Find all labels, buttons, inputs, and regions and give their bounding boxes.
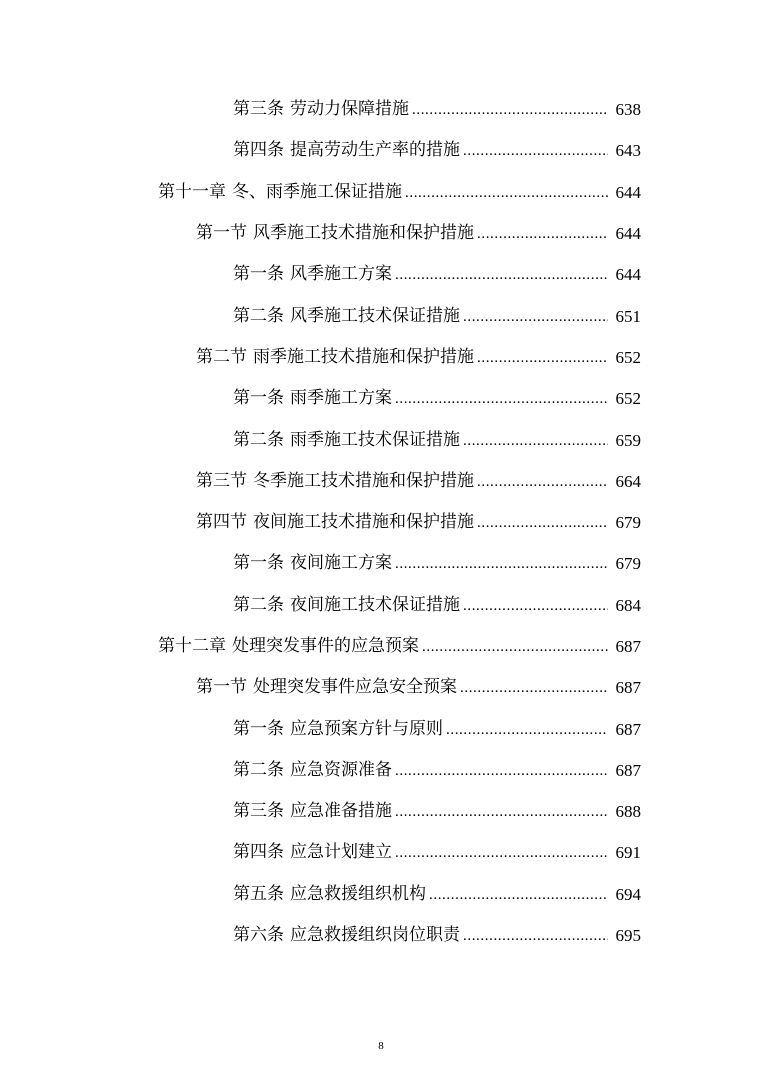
- toc-entry-number: 第十一章: [158, 181, 226, 202]
- toc-entry-number: 第一条: [233, 718, 284, 739]
- toc-entry-text: 夜间施工方案: [290, 553, 392, 574]
- toc-entry-text: 应急计划建立: [290, 842, 392, 863]
- toc-entry-text: 风季施工技术措施和保护措施: [253, 223, 474, 244]
- toc-entry-number: 第一节: [196, 677, 247, 698]
- toc-entry-page: 684: [615, 595, 641, 615]
- toc-entry[interactable]: [0, 130, 762, 171]
- toc-entry-page: 687: [615, 678, 641, 698]
- toc-entry-title: [233, 101, 409, 118]
- toc-entry-page: 638: [615, 100, 641, 120]
- toc-entry-text: 应急救援组织岗位职责: [290, 925, 460, 946]
- toc-leader-dots: [463, 308, 608, 325]
- toc-entry-page: 644: [615, 265, 641, 285]
- toc-entry-number: 第一节: [196, 223, 247, 244]
- toc-entry[interactable]: [0, 295, 762, 336]
- toc-leader-dots: [463, 597, 608, 614]
- toc-entry-number: 第一条: [233, 553, 284, 574]
- toc-entry[interactable]: [0, 378, 762, 419]
- toc-entry-text: 处理突发事件的应急预案: [232, 636, 419, 656]
- toc-entry-title: [196, 225, 474, 242]
- toc-entry[interactable]: [0, 419, 762, 460]
- toc-entry-title: [233, 883, 426, 904]
- toc-entry-number: 第一条: [233, 264, 284, 285]
- toc-entry-title: [233, 718, 443, 739]
- toc-entry-text: 雨季施工技术保证措施: [290, 429, 460, 450]
- toc-entry-title: [158, 181, 402, 202]
- toc-entry-page: 687: [615, 760, 641, 780]
- toc-entry-number: 第二条: [233, 305, 284, 326]
- toc-entry[interactable]: [0, 750, 762, 791]
- toc-entry-text: 冬季施工技术措施和保护措施: [253, 470, 474, 491]
- toc-leader-dots: [395, 762, 608, 779]
- toc-leader-dots: [395, 803, 608, 820]
- page-number: 8: [378, 1040, 384, 1052]
- toc-entry-number: 第一条: [233, 388, 284, 409]
- toc-entry-title: [233, 803, 392, 820]
- toc-entry-title: [196, 346, 474, 367]
- toc-entry-page: 694: [615, 884, 641, 904]
- toc-entry-text: 应急救援组织机构: [290, 883, 426, 904]
- toc-entry[interactable]: [0, 915, 762, 956]
- toc-entry-number: 第二条: [233, 759, 284, 780]
- toc-leader-dots: [477, 473, 608, 490]
- toc-entry-page: 679: [615, 513, 641, 533]
- toc-entry-number: 第四条: [233, 140, 284, 161]
- toc-entry[interactable]: [0, 791, 762, 832]
- toc-entry-number: 第三条: [233, 801, 284, 822]
- toc-entry-title: [233, 266, 392, 283]
- toc-entry-title: [233, 594, 460, 615]
- toc-entry-page: 644: [615, 182, 641, 202]
- toc-entry-page: 659: [615, 430, 641, 450]
- toc-entry[interactable]: [0, 461, 762, 502]
- toc-entry-text: 雨季施工技术措施和保护措施: [253, 346, 474, 367]
- toc-entry-page: 695: [615, 926, 641, 946]
- toc-entry-title: [196, 679, 457, 696]
- toc-entry-text: 风季施工技术保证措施: [290, 305, 460, 326]
- toc-entry-title: [233, 759, 392, 780]
- toc-entry-number: 第二条: [233, 429, 284, 450]
- toc-entry[interactable]: [0, 585, 762, 626]
- toc-entry-text: 冬、雨季施工保证措施: [232, 181, 402, 202]
- toc-entry[interactable]: [0, 708, 762, 749]
- toc-leader-dots: [395, 844, 608, 861]
- toc-leader-dots: [463, 142, 608, 159]
- toc-entry[interactable]: [0, 89, 762, 130]
- toc-entry-text: 雨季施工方案: [290, 388, 392, 409]
- toc-entry[interactable]: [0, 543, 762, 584]
- toc-entry-page: 664: [615, 471, 641, 491]
- toc-leader-dots: [463, 432, 608, 449]
- toc-entry[interactable]: [0, 254, 762, 295]
- toc-entry-page: 652: [615, 389, 641, 409]
- toc-entry-title: [196, 470, 474, 491]
- toc-leader-dots: [477, 349, 608, 366]
- toc-entry-text: 应急准备措施: [290, 801, 392, 822]
- toc-entry-number: 第四条: [233, 842, 284, 863]
- toc-leader-dots: [463, 927, 608, 944]
- toc-entry-title: [233, 429, 460, 450]
- toc-entry-number: 第三条: [233, 99, 284, 120]
- toc-entry-title: [233, 927, 460, 944]
- toc-entry-number: 第四节: [196, 512, 247, 533]
- toc-entry-text: 夜间施工技术措施和保护措施: [253, 512, 474, 533]
- toc-leader-dots: [395, 555, 608, 572]
- toc-entry-page: 687: [615, 637, 641, 656]
- toc-entry-title: [233, 390, 392, 407]
- toc-entry-title: [233, 142, 460, 159]
- toc-entry-text: 应急资源准备: [290, 759, 392, 780]
- toc-leader-dots: [446, 721, 608, 738]
- toc-leader-dots: [412, 101, 608, 118]
- toc-leader-dots: [429, 886, 608, 903]
- toc-leader-dots: [477, 225, 608, 242]
- toc-entry[interactable]: [0, 337, 762, 378]
- toc-entry-number: 第二节: [196, 346, 247, 367]
- toc-entry-title: [158, 638, 419, 655]
- toc-entry-number: 第二条: [233, 594, 284, 615]
- toc-leader-dots: [395, 390, 608, 407]
- toc-entry-page: 679: [615, 554, 641, 574]
- toc-entry[interactable]: [0, 626, 762, 667]
- toc-entry-title: [233, 555, 392, 572]
- toc-entry-page: 644: [615, 224, 641, 244]
- toc-entry-text: 应急预案方针与原则: [290, 718, 443, 739]
- toc-entry-title: [233, 844, 392, 861]
- toc-entry-title: [233, 305, 460, 326]
- toc-leader-dots: [460, 679, 608, 696]
- toc-entry-title: [196, 514, 474, 531]
- toc-leader-dots: [477, 514, 608, 531]
- table-of-contents: [0, 89, 762, 956]
- toc-entry[interactable]: [0, 832, 762, 873]
- toc-entry-page: 643: [615, 141, 641, 161]
- toc-leader-dots: [395, 266, 608, 283]
- toc-entry-page: 651: [615, 306, 641, 326]
- toc-entry-number: 第五条: [233, 883, 284, 904]
- toc-entry[interactable]: [0, 874, 762, 915]
- toc-entry-page: 687: [615, 719, 641, 739]
- toc-entry-number: 第三节: [196, 470, 247, 491]
- toc-entry-text: 劳动力保障措施: [290, 99, 409, 120]
- toc-entry-page: 652: [615, 347, 641, 367]
- toc-entry[interactable]: [0, 502, 762, 543]
- toc-entry-page: 691: [615, 843, 641, 863]
- toc-leader-dots: [422, 638, 608, 655]
- toc-entry-text: 提高劳动生产率的措施: [290, 140, 460, 161]
- toc-leader-dots: [405, 184, 608, 201]
- toc-entry-number: 第六条: [233, 925, 284, 946]
- toc-entry[interactable]: [0, 213, 762, 254]
- toc-entry-number: 第十二章: [158, 636, 226, 656]
- toc-entry[interactable]: [0, 667, 762, 708]
- toc-entry-text: 夜间施工技术保证措施: [290, 594, 460, 615]
- toc-entry-text: 处理突发事件应急安全预案: [253, 677, 457, 698]
- toc-entry-text: 风季施工方案: [290, 264, 392, 285]
- toc-entry[interactable]: [0, 172, 762, 213]
- toc-entry-page: 688: [615, 802, 641, 822]
